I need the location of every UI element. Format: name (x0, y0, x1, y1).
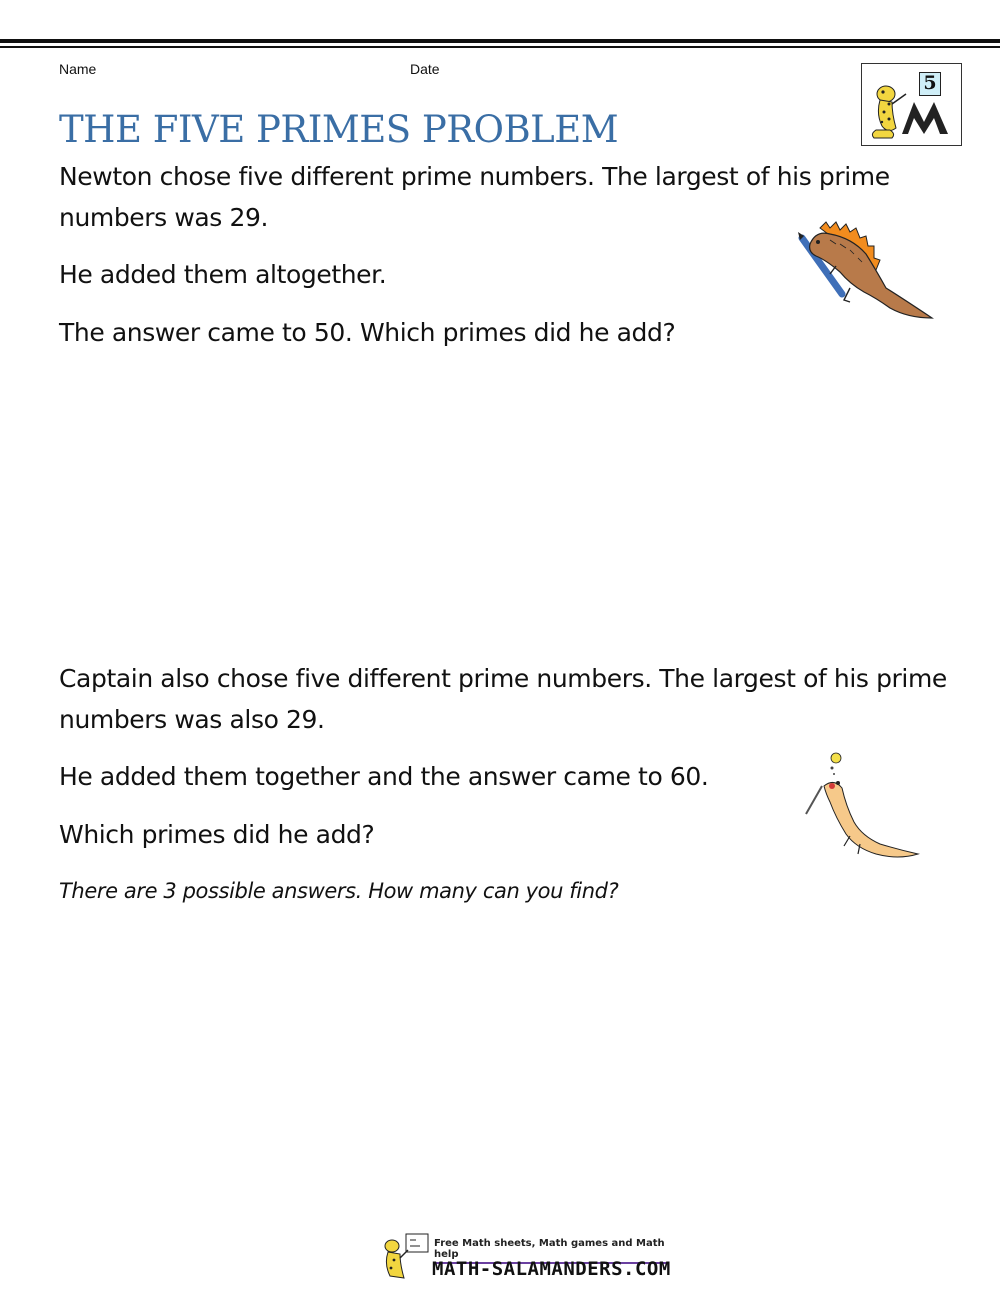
problem2-line3: He added them together and the answer came to 60. (59, 762, 709, 791)
problem2-line2: numbers was also 29. (59, 705, 325, 734)
problem1-line2: numbers was 29. (59, 203, 269, 232)
footer-tagline: Free Math sheets, Math games and Math help (434, 1238, 666, 1264)
grade-badge-logo (861, 63, 962, 146)
problem1-line1: Newton chose five different prime numbers. The largest of his prime (59, 162, 890, 191)
footer-site-link[interactable]: MATH-SALAMANDERS.COM (432, 1258, 671, 1280)
confused-salamander-illustration (800, 750, 925, 860)
footer-salamander-icon (378, 1232, 434, 1282)
newt-with-pencil-illustration (790, 214, 940, 329)
grade-number: 5 (919, 72, 941, 96)
name-label: Name (59, 61, 97, 77)
top-rule-thin (0, 46, 1000, 48)
problem2-line4: Which primes did he add? (59, 820, 375, 849)
problem1-line3: He added them altogether. (59, 260, 387, 289)
top-rule-thick (0, 39, 1000, 43)
problem2-hint: There are 3 possible answers. How many can you find? (59, 879, 619, 903)
salamander-teacher-icon (862, 64, 963, 147)
page-title: THE FIVE PRIMES PROBLEM (59, 108, 619, 151)
date-label: Date (410, 61, 440, 77)
problem1-line4: The answer came to 50. Which primes did he add? (59, 318, 676, 347)
problem2-line1: Captain also chose five different prime numbers. The largest of his prime (59, 664, 947, 693)
